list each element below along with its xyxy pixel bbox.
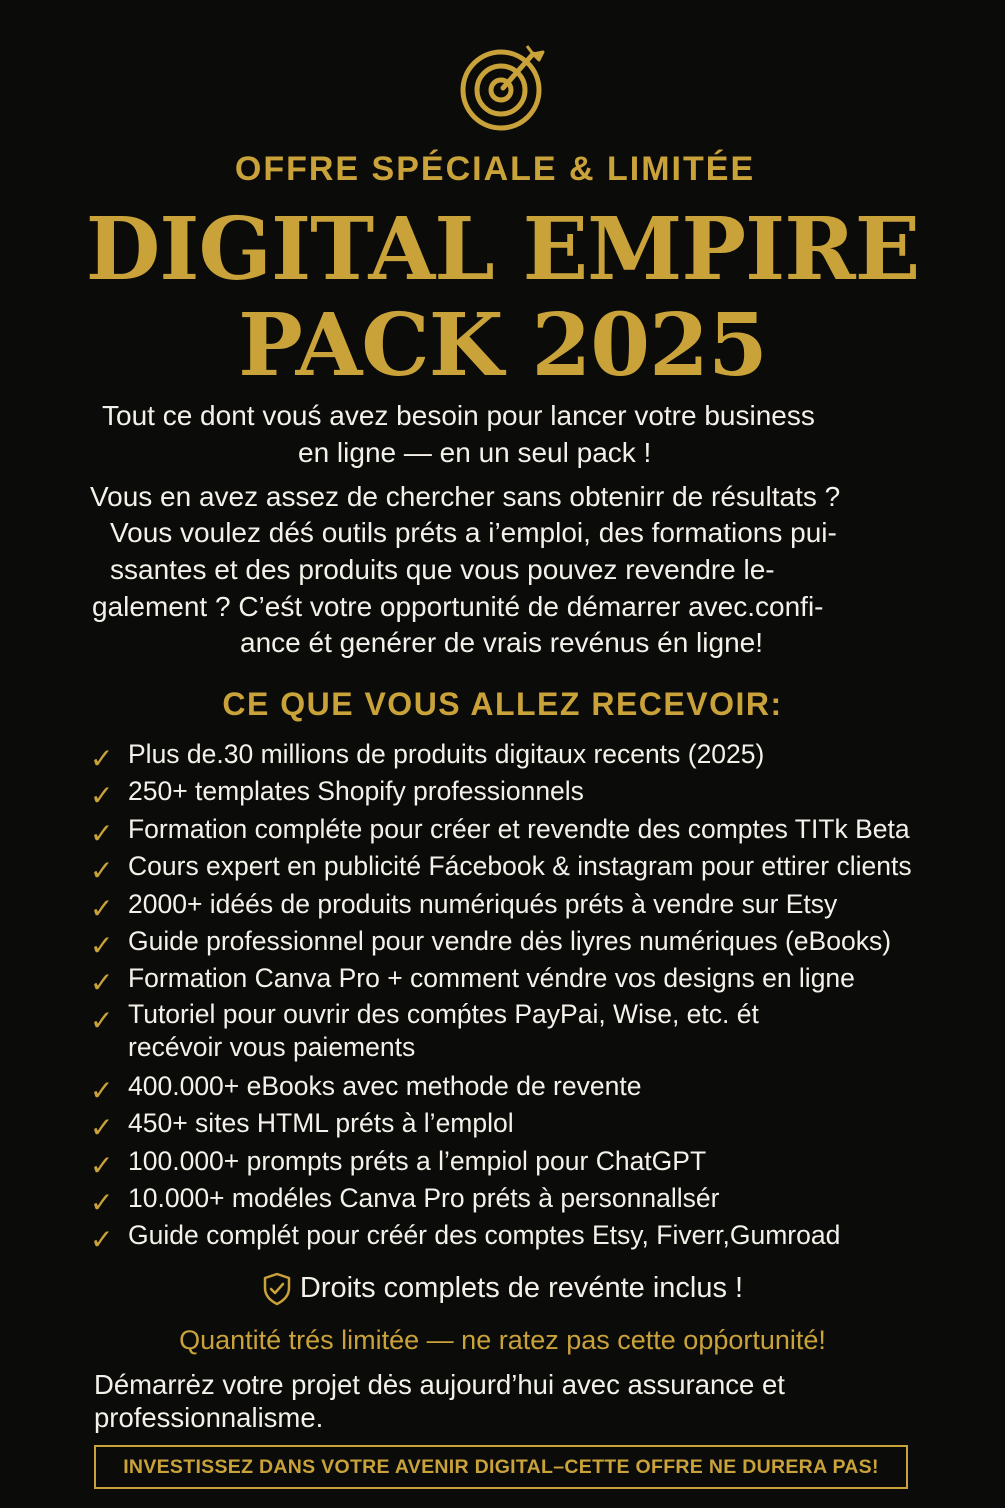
shield-check-icon	[262, 1272, 292, 1306]
list-item	[90, 773, 912, 810]
offer-kicker: OFFRE SPÉCIALE & LIMITÉE	[234, 150, 756, 188]
cta-banner[interactable]: INVESTISSEZ DANS VOTRE AVENIR DIGITAL–CETTE OFFRE NE DURERA PAS!	[94, 1445, 908, 1489]
feature-text: 2000+ idéés de produits numériqués préts à vendre sur Etsy	[128, 888, 838, 919]
list-item	[90, 1068, 912, 1105]
intro-line-3: ssantes et des produits que vous pouvez revendre le-	[110, 554, 775, 585]
closing-text	[94, 1368, 954, 1434]
feature-text: 100.000+ prompts préts a l’empiol pour ChatGPT	[128, 1145, 707, 1176]
urgency-text: Quantité trés limitée — ne ratez pas cette opṕortunité!	[179, 1325, 826, 1355]
checkmark-icon: ✓	[90, 1004, 114, 1036]
list-item	[90, 1180, 912, 1217]
checkmark-icon: ✓	[90, 967, 114, 999]
checkmark-icon: ✓	[90, 817, 114, 849]
feature-text: Formation Canva Pro + comment véndre vos designs en ligne	[128, 963, 855, 994]
list-item	[90, 848, 912, 885]
checkmark-icon: ✓	[90, 855, 114, 887]
checkmark-icon: ✓	[90, 780, 114, 812]
list-item	[90, 960, 912, 997]
feature-text: Formation compléte pour créer et revendte des comptes TITk Beta	[128, 813, 910, 844]
checkmark-icon: ✓	[90, 1149, 114, 1181]
feature-text: Cours expert en publicité Fácebook & instagram pour ettirer clients	[128, 851, 912, 882]
feature-text: Tutoriel pour ouvrir des comṕtes PayPai, Wise, etc. ét	[128, 998, 759, 1029]
feature-text: Guide complét pour créér des comptes Etsy, Fiverr,Gumroad	[128, 1220, 841, 1251]
checkmark-icon: ✓	[90, 1112, 114, 1144]
checkmark-icon: ✓	[90, 1186, 114, 1218]
resale-rights-note	[0, 1268, 1005, 1308]
tagline-line-1: Tout ce dont vouś avez besoin pour lancer votre business	[102, 400, 815, 431]
feature-text: 400.000+ eBooks avec methode de revente	[128, 1070, 642, 1101]
list-item	[90, 998, 912, 1068]
target-arrow-icon	[457, 40, 549, 132]
feature-text: 250+ templates Shopify professionnels	[128, 776, 584, 807]
closing-line-2: professionnalisme.	[94, 1402, 324, 1433]
list-item	[90, 736, 912, 773]
tagline-line-2: en ligne — en un seul pack !	[298, 437, 652, 468]
title-line-2: PACK 2025	[238, 295, 767, 396]
list-item	[90, 1143, 912, 1180]
list-item	[90, 1217, 912, 1254]
checkmark-icon: ✓	[90, 1074, 114, 1106]
checkmark-icon: ✓	[90, 1224, 114, 1256]
list-item	[90, 923, 912, 960]
intro-line-4: galement ? C’eśt votre opportunité de démarrer avec.confi-	[92, 591, 824, 622]
title-line-1: DIGITAL EMPIRE	[85, 199, 920, 300]
feature-list	[90, 736, 912, 1255]
list-item	[90, 811, 912, 848]
checkmark-icon: ✓	[90, 743, 114, 774]
feature-text: 10.000+ modéles Canva Pro préts à personnallsér	[128, 1182, 720, 1213]
feature-text: 450+ sites HTML préts à l’emplol	[128, 1108, 514, 1139]
checkmark-icon: ✓	[90, 929, 114, 961]
intro-line-5: ance ét genérer de vrais revénus én ligne!	[240, 627, 763, 658]
feature-text-continued: recévoir vous paiements	[128, 1031, 416, 1062]
feature-text: Guide professionnel pour vendre dės liyres numériques (eBooks)	[128, 925, 892, 956]
closing-line-1: Démarrėz votre projet dės aujourd’hui avec assurance et	[94, 1369, 785, 1400]
rights-text: Droits complets de revénte inclus !	[299, 1272, 744, 1304]
list-item	[90, 886, 912, 923]
checkmark-icon: ✓	[90, 892, 114, 924]
feature-text: Plus de.30 millions de produits digitaux recents (2025)	[128, 739, 765, 769]
intro-line-1: Vous en avez assez de chercher sans obtenirr de résultats ?	[90, 481, 841, 512]
list-item	[90, 1105, 912, 1142]
section-title: CE QUE VOUS ALLEZ RECEVOIR:	[222, 686, 783, 722]
intro-line-2: Vous voulez déś outils préts a i’emploi, des formations pui-	[110, 517, 837, 548]
